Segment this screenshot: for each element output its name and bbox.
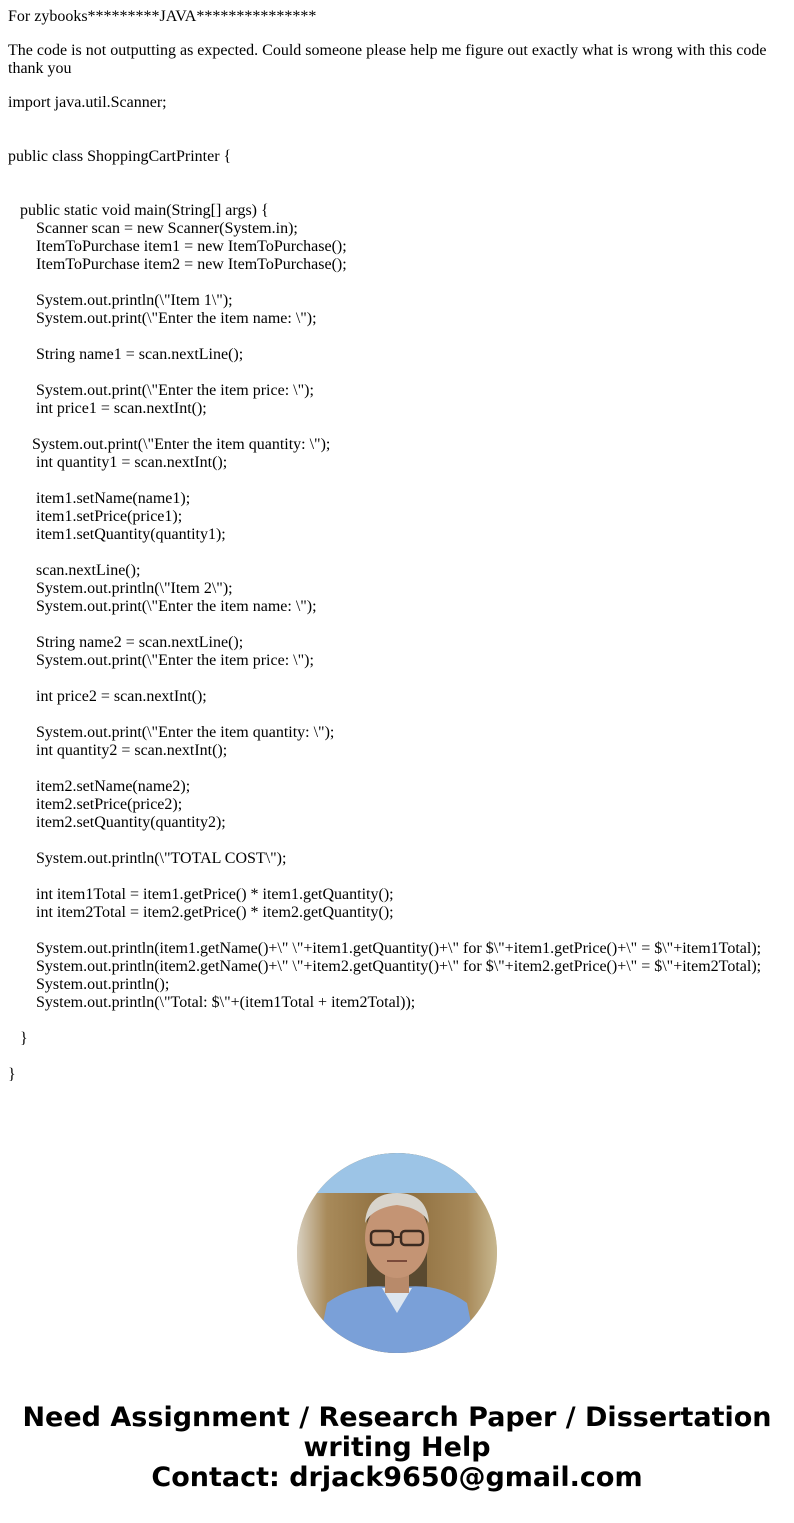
code-line: item1.setName(name1); [8,490,191,507]
code-line: int price1 = scan.nextInt(); [8,400,207,417]
code-line: System.out.print(\"Enter the item price: \"); [8,652,314,669]
code-line [8,616,786,634]
code-line: item2.setName(name2); [8,778,191,795]
code-line: scan.nextLine(); [8,562,141,579]
code-line: System.out.print(\"Enter the item name: \"); [8,310,317,327]
code-line [8,832,786,850]
code-line: String name2 = scan.nextLine(); [8,634,244,651]
code-line: System.out.println(); [8,976,170,993]
code-line: int item1Total = item1.getPrice() * item1.getQuantity(); [8,886,394,903]
code-line: int quantity1 = scan.nextInt(); [8,454,228,471]
code-line: System.out.println(item1.getName()+\" \"+item1.getQuantity()+\" for $\"+item1.getPrice()+\" = $\"+item1Total); [8,940,762,957]
code-line: int quantity2 = scan.nextInt(); [8,742,228,759]
code-line: System.out.print(\"Enter the item price: \"); [8,382,314,399]
code-line [8,166,786,184]
code-line: Scanner scan = new Scanner(System.in); [8,220,298,237]
code-line: System.out.println(\"Total: $\"+(item1Total + item2Total)); [8,994,416,1011]
code-line [8,418,786,436]
avatar-portrait-image [297,1153,497,1353]
code-line: item1.setQuantity(quantity1); [8,526,226,543]
code-line: System.out.print(\"Enter the item quantity: \"); [8,436,331,453]
code-line [8,544,786,562]
code-line [8,1048,786,1066]
author-avatar [297,1153,497,1353]
code-line [8,364,786,382]
code-line: } [8,1066,16,1083]
banner-line-1: Need Assignment / Research Paper / Dissertation [22,1402,772,1433]
code-line: ItemToPurchase item1 = new ItemToPurchase(); [8,238,347,255]
code-line: item1.setPrice(price1); [8,508,183,525]
code-line [8,184,786,202]
code-line: public static void main(String[] args) { [8,202,269,219]
code-line: System.out.println(\"Item 1\"); [8,292,233,309]
code-import-line: import java.util.Scanner; [8,94,167,111]
code-line [8,112,786,130]
code-line [8,760,786,778]
code-line: public class ShoppingCartPrinter { [8,148,232,165]
code-line [8,130,786,148]
code-line [8,1012,786,1030]
code-line: System.out.println(\"TOTAL COST\"); [8,850,287,867]
banner-contact-line: Contact: drjack9650@gmail.com [151,1462,643,1493]
code-line [8,328,786,346]
code-line: System.out.print(\"Enter the item name: \"); [8,598,317,615]
post-question: The code is not outputting as expected. Could someone please help me figure out exactly what is wrong with this code thank you [8,42,767,77]
code-line [8,472,786,490]
banner-line-2: writing Help [303,1432,491,1463]
code-line: int price2 = scan.nextInt(); [8,688,207,705]
code-line: System.out.print(\"Enter the item quantity: \"); [8,724,335,741]
code-line: System.out.println(item2.getName()+\" \"+item2.getQuantity()+\" for $\"+item2.getPrice()+\" = $\"+item2Total); [8,958,762,975]
code-line: ItemToPurchase item2 = new ItemToPurchase(); [8,256,347,273]
code-line: int item2Total = item2.getPrice() * item2.getQuantity(); [8,904,394,921]
code-line [8,868,786,886]
code-line [8,706,786,724]
code-line: item2.setQuantity(quantity2); [8,814,226,831]
post-title: For zybooks*********JAVA*************** [8,8,317,25]
code-line [8,274,786,292]
code-line: } [8,1030,28,1047]
code-line [8,922,786,940]
code-line: System.out.println(\"Item 2\"); [8,580,233,597]
post-content [8,0,786,1084]
contact-banner [0,1403,794,1493]
code-block [8,112,786,1084]
code-line: String name1 = scan.nextLine(); [8,346,244,363]
code-line [8,670,786,688]
code-line: item2.setPrice(price2); [8,796,183,813]
